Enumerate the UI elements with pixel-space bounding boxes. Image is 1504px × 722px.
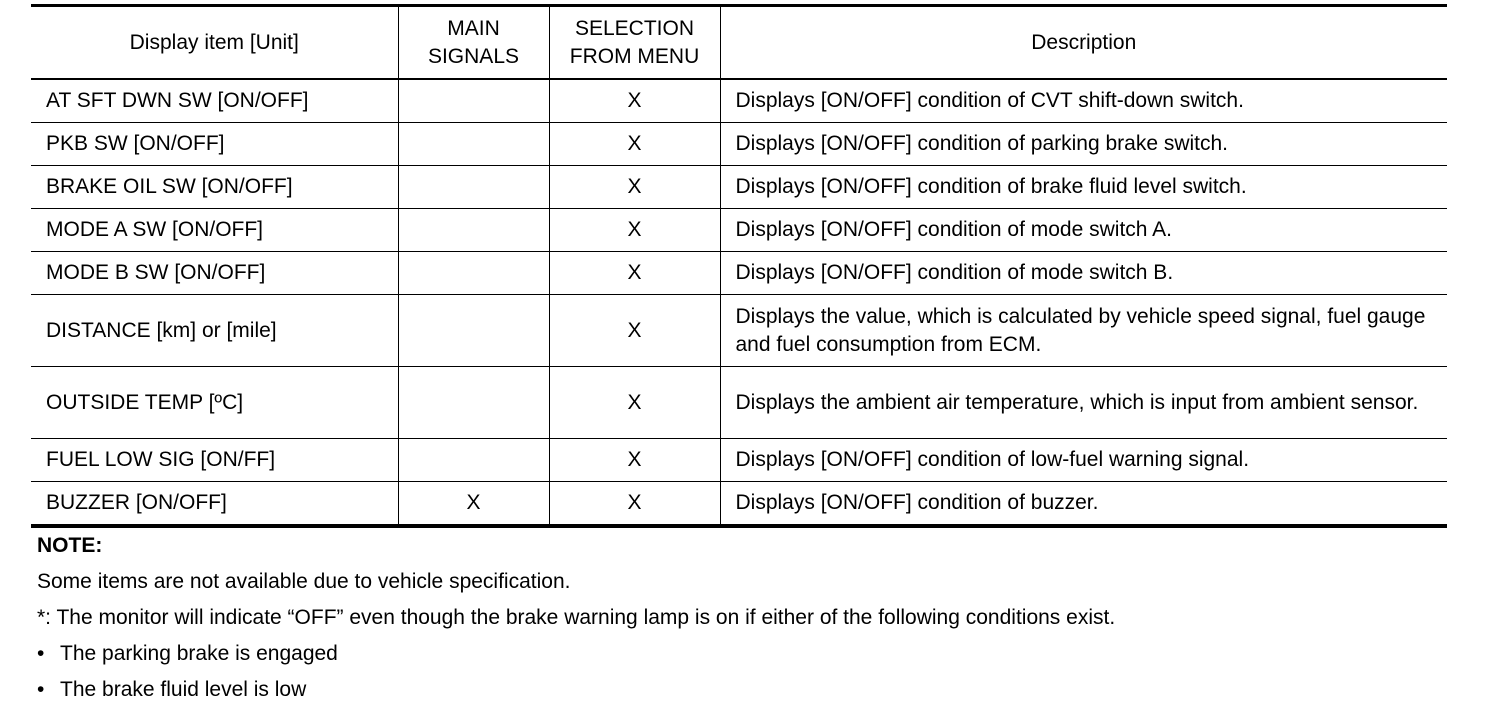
table-row <box>31 367 1447 439</box>
bullet-text: The brake fluid level is low <box>60 678 307 701</box>
cell-selection: X <box>549 482 720 527</box>
table-row <box>31 123 1447 166</box>
display-items-table <box>31 4 1447 528</box>
bullet-text: The parking brake is engaged <box>60 642 338 665</box>
header-main-signals-line2: SIGNALS <box>427 44 520 68</box>
cell-selection: X <box>549 209 720 252</box>
table-row <box>31 209 1447 252</box>
table-row <box>31 166 1447 209</box>
table-row <box>31 295 1447 367</box>
table-row <box>31 439 1447 482</box>
cell-main-signals <box>398 252 549 295</box>
cell-item: OUTSIDE TEMP [ºC] <box>31 367 398 439</box>
cell-selection: X <box>549 367 720 439</box>
cell-selection: X <box>549 79 720 123</box>
table-header-row <box>31 6 1447 80</box>
cell-description: Displays [ON/OFF] condition of buzzer. <box>720 482 1447 527</box>
cell-main-signals: X <box>398 482 549 527</box>
header-description: Description <box>720 6 1447 80</box>
cell-main-signals <box>398 166 549 209</box>
cell-main-signals <box>398 79 549 123</box>
bullet-marker: • <box>37 678 45 701</box>
cell-item: MODE B SW [ON/OFF] <box>31 252 398 295</box>
table-row <box>31 482 1447 527</box>
bullet-marker: • <box>37 642 45 665</box>
header-display-item: Display item [Unit] <box>31 6 398 80</box>
cell-main-signals <box>398 209 549 252</box>
header-selection-line1: SELECTION <box>574 16 695 40</box>
note-title: NOTE: <box>37 534 103 557</box>
cell-main-signals <box>398 367 549 439</box>
header-main-signals <box>398 6 549 80</box>
cell-selection: X <box>549 439 720 482</box>
note-line-availability: Some items are not available due to vehicle specification. <box>37 570 571 593</box>
note-line-monitor: *: The monitor will indicate “OFF” even though the brake warning lamp is on if either of the following conditions exist. <box>37 606 1116 629</box>
cell-selection: X <box>549 295 720 367</box>
notes-section <box>37 528 1115 708</box>
cell-description: Displays the ambient air temperature, which is input from ambient sensor. <box>720 367 1447 439</box>
cell-item: PKB SW [ON/OFF] <box>31 123 398 166</box>
header-selection-from-menu <box>549 6 720 80</box>
cell-description: Displays [ON/OFF] condition of brake fluid level switch. <box>720 166 1447 209</box>
cell-main-signals <box>398 295 549 367</box>
cell-selection: X <box>549 123 720 166</box>
cell-main-signals <box>398 123 549 166</box>
cell-item: FUEL LOW SIG [ON/FF] <box>31 439 398 482</box>
cell-description: Displays [ON/OFF] condition of parking brake switch. <box>720 123 1447 166</box>
cell-selection: X <box>549 252 720 295</box>
cell-description: Displays the value, which is calculated by vehicle speed signal, fuel gauge and fuel consumption from ECM. <box>720 295 1447 367</box>
cell-description: Displays [ON/OFF] condition of mode switch A. <box>720 209 1447 252</box>
cell-description: Displays [ON/OFF] condition of low-fuel warning signal. <box>720 439 1447 482</box>
note-bullet <box>37 672 1115 708</box>
table-row <box>31 252 1447 295</box>
cell-item: BRAKE OIL SW [ON/OFF] <box>31 166 398 209</box>
cell-item: BUZZER [ON/OFF] <box>31 482 398 527</box>
cell-item: MODE A SW [ON/OFF] <box>31 209 398 252</box>
note-bullet <box>37 636 1115 672</box>
cell-item: DISTANCE [km] or [mile] <box>31 295 398 367</box>
cell-item: AT SFT DWN SW [ON/OFF] <box>46 89 309 112</box>
cell-description: Displays [ON/OFF] condition of mode switch B. <box>720 252 1447 295</box>
table-row <box>31 79 1447 123</box>
header-selection-line2: FROM MENU <box>569 44 700 68</box>
header-main-signals-line1: MAIN <box>447 16 500 40</box>
cell-main-signals <box>398 439 549 482</box>
cell-description: Displays [ON/OFF] condition of CVT shift-down switch. <box>720 79 1447 123</box>
cell-selection: X <box>549 166 720 209</box>
